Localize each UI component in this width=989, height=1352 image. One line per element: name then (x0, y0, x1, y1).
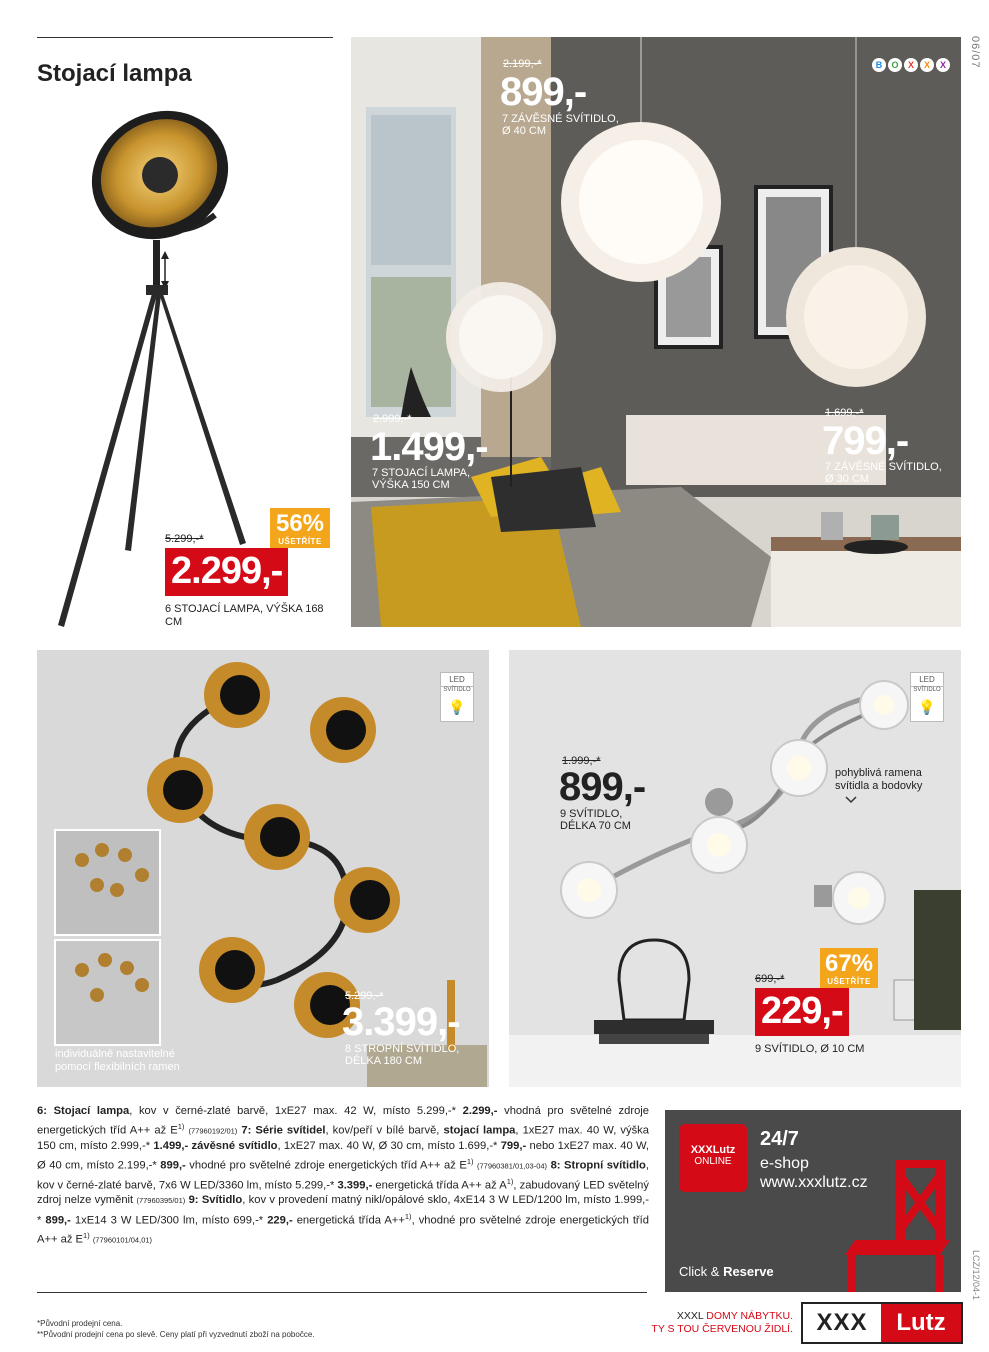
bedroom-photo (351, 37, 961, 627)
spec8-code: (77960395/01) (136, 1196, 186, 1206)
spot9-discount-percent: 67% (824, 950, 874, 977)
eshop-hours: 24/7 (760, 1128, 799, 1150)
spec7-footnote-mark: 1) (466, 1156, 474, 1166)
boxxx-letter-x3: X (936, 58, 950, 72)
light9-energy-led-text: LED (911, 673, 943, 687)
footnotes (37, 1318, 315, 1340)
spec6-text: , kov v černé-zlaté barvě, 1xE27 max. 42 W, místo 5.299,-* (129, 1105, 463, 1117)
ceiling8-energy-sub-text: SVÍTIDLO (443, 687, 471, 693)
spec9-label: 9: Svítidlo (188, 1194, 243, 1207)
light9-price: 899,- (559, 765, 646, 809)
spec7-text2: , 1xE27 max. 40 W, výška 150 cm, místo 2.999,-* (37, 1124, 649, 1152)
page-title: Stojací lampa (37, 60, 192, 87)
logo-xxx: XXX (816, 1309, 868, 1336)
pendant30-old-price: 1.699,-* (825, 407, 864, 419)
pendant40-price: 899,- (500, 70, 587, 114)
spot-light-scene (509, 650, 961, 1087)
spec7-pendant: závěsné svítidlo (188, 1139, 278, 1152)
click-reserve (679, 1264, 774, 1279)
bulb-icon: 💡 (448, 698, 466, 715)
light9-desc-line1: 9 SVÍTIDLO, (560, 808, 623, 820)
pendant40-old-price: 2.199,-* (503, 58, 542, 70)
ceiling8-old-price: 5.299,-* (345, 990, 384, 1002)
spec9-text: , kov v provedení matný nikl/opálové sklo, 4xE14 3 W LED/1200 lm, místo 1.999,-* (37, 1194, 649, 1227)
spec6-code: (77960192/01) (188, 1126, 238, 1136)
spec6-label: 6: Stojací lampa (37, 1105, 130, 1117)
side-code: LCZ/12/04-1 (971, 1250, 981, 1301)
spec9-rest: energetická třída A++ (292, 1214, 405, 1227)
boxxx-letter-x1: X (904, 58, 918, 72)
bottom-rule (37, 1292, 647, 1293)
boxxx-logo (872, 58, 950, 72)
logo-lutz: Lutz (881, 1304, 961, 1342)
spec7-label: 7: Série svítidel (241, 1124, 326, 1137)
footnote-2: **Původní prodejní cena po slevě. Ceny platí při vyzvednutí zboží na pobočce. (37, 1330, 315, 1339)
click-text: Click & (679, 1264, 724, 1279)
spec8-rest2: , zabudovaný LED světelný zdroj nelze vyměnit (37, 1179, 650, 1207)
flexible-arms-caption: individuálně nastavitelné pomocí flexibilních ramen (55, 1048, 180, 1073)
spec7-lamp: stojací lampa (443, 1124, 516, 1137)
spec9-footnote-mark2: 1) (83, 1231, 90, 1241)
ceiling8-desc-line2: DÉLKA 180 CM (345, 1055, 423, 1067)
spot9-price: 229,- (755, 988, 849, 1036)
brand-slogan (651, 1310, 793, 1336)
light9-energy-sub-text: SVÍTIDLO (913, 687, 941, 693)
spot-light-photo (509, 650, 961, 1087)
floor150-desc-line2: VÝŠKA 150 CM (372, 479, 450, 491)
ceiling8-energy-led-text: LED (441, 673, 473, 687)
pendant40-desc-line2: Ø 40 CM (502, 125, 547, 137)
ceiling8-energy-label (440, 672, 474, 722)
slogan-domy: DOMY NÁBYTKU. (706, 1310, 793, 1322)
boxxx-letter-b: B (872, 58, 886, 72)
lamp6-discount-badge (270, 508, 330, 548)
spec8-text: , kov v černé-zlaté barvě, 7x6 W LED/3360 lm, místo 5.299,-* (37, 1159, 649, 1192)
spec9-price2: 229,- (267, 1214, 293, 1227)
eshop-url[interactable]: www.xxxlutz.cz (760, 1174, 868, 1191)
pendant40-desc-line1: 7 ZÁVĚSNÉ SVÍTIDLO, (502, 113, 619, 125)
spec6-price: 2.299,- (462, 1105, 498, 1117)
pendant30-price: 799,- (822, 419, 909, 463)
spec9-footnote-mark: 1) (404, 1211, 412, 1221)
slogan-line1 (651, 1310, 793, 1323)
spec7-price2: 799,- (500, 1139, 527, 1152)
boxxx-letter-x2: X (920, 58, 934, 72)
pendant30-desc-line2: Ø 30 CM (825, 473, 870, 485)
spot9-description: 9 SVÍTIDLO, Ø 10 CM (755, 1043, 865, 1055)
spec7-text3: , 1xE27 max. 40 W, Ø 30 cm, místo 1.699,-* (277, 1139, 501, 1152)
floor150-old-price: 2.999,-* (373, 413, 412, 425)
spec8-price: 3.399,- (337, 1179, 373, 1192)
spec7-code: (77960381/01,03-04) (477, 1161, 548, 1171)
xxxlutz-logo (801, 1302, 963, 1344)
spec7-text4: nebo 1xE27 max. 40 W, Ø 40 cm, místo 2.199,-* (37, 1139, 650, 1172)
spec6-footnote-mark: 1) (177, 1121, 185, 1131)
spec8-footnote-mark: 1) (506, 1176, 514, 1186)
product-specifications (37, 1104, 649, 1248)
floor150-price: 1.499,- (370, 425, 488, 469)
spec9-rest2: , vhodné pro světelné zdroje energetických tříd A++ až E (37, 1214, 649, 1246)
ceiling8-desc-line1: 8 STROPNÍ SVÍTIDLO, (345, 1043, 460, 1055)
spec7-price1: 1.499,- (153, 1139, 189, 1152)
spec9-text2: 1xE14 3 W LED/300 lm, místo 699,-* (70, 1214, 268, 1227)
spot9-old-price: 699,-* (755, 973, 785, 985)
spec8-rest: energetická třída A++ až A (372, 1179, 507, 1192)
spec8-label: 8: Stropní svítidlo (550, 1159, 646, 1172)
lamp6-discount-percent: 56% (275, 510, 325, 537)
spot9-discount-badge (820, 948, 878, 988)
spec9-code: (77960101/04,01) (92, 1235, 153, 1245)
red-chair-icon (840, 1160, 955, 1292)
bedroom-scene (351, 37, 961, 627)
page-number: 06/07 (969, 36, 981, 69)
lamp6-price: 2.299,- (165, 548, 288, 596)
spec7-price3: 899,- (160, 1159, 186, 1172)
spec6-rest: vhodná pro světelné zdroje energetických tříd A++ až E (37, 1105, 649, 1137)
spec7-text5: vhodné pro světelné zdroje energetických tříd A++ až E (185, 1159, 467, 1172)
spot9-discount-label: UŠETŘÍTE (827, 977, 871, 986)
light9-desc-line2: DÉLKA 70 CM (560, 820, 631, 832)
slogan-xxxl: XXXL (676, 1310, 707, 1322)
boxxx-letter-o: O (888, 58, 902, 72)
spec9-price1: 899,- (45, 1214, 71, 1227)
spec7-text: , kov/peří v bílé barvě, (325, 1124, 444, 1137)
movable-arms-caption: pohyblivá ramena svítidla a bodovky (835, 767, 923, 792)
footnote-1: *Původní prodejní cena. (37, 1319, 123, 1328)
top-rule (37, 37, 333, 38)
online-logo-sub: ONLINE (694, 1156, 732, 1167)
lamp6-description: 6 STOJACÍ LAMPA, VÝŠKA 168 CM (165, 603, 324, 628)
lamp6-old-price: 5.299,-* (165, 533, 204, 545)
eshop-banner[interactable] (665, 1110, 961, 1292)
bulb-icon: 💡 (918, 698, 936, 715)
ceiling8-price: 3.399,- (342, 1000, 460, 1044)
light9-energy-label (910, 672, 944, 722)
xxxlutz-online-logo (679, 1124, 747, 1192)
lamp6-discount-label: UŠETŘÍTE (278, 537, 322, 546)
pendant30-desc-line1: 7 ZÁVĚSNÉ SVÍTIDLO, (825, 461, 942, 473)
eshop-label-text: e-shop (760, 1155, 809, 1172)
slogan-line2: TY S TOU ČERVENOU ŽIDLÍ. (651, 1323, 793, 1335)
online-logo-brand: XXXLutz (690, 1144, 736, 1156)
light9-old-price: 1.999,-* (562, 755, 601, 767)
reserve-text: Reserve (723, 1264, 774, 1279)
chevron-down-icon (845, 796, 857, 804)
floor150-desc-line1: 7 STOJACÍ LAMPA, (372, 467, 471, 479)
